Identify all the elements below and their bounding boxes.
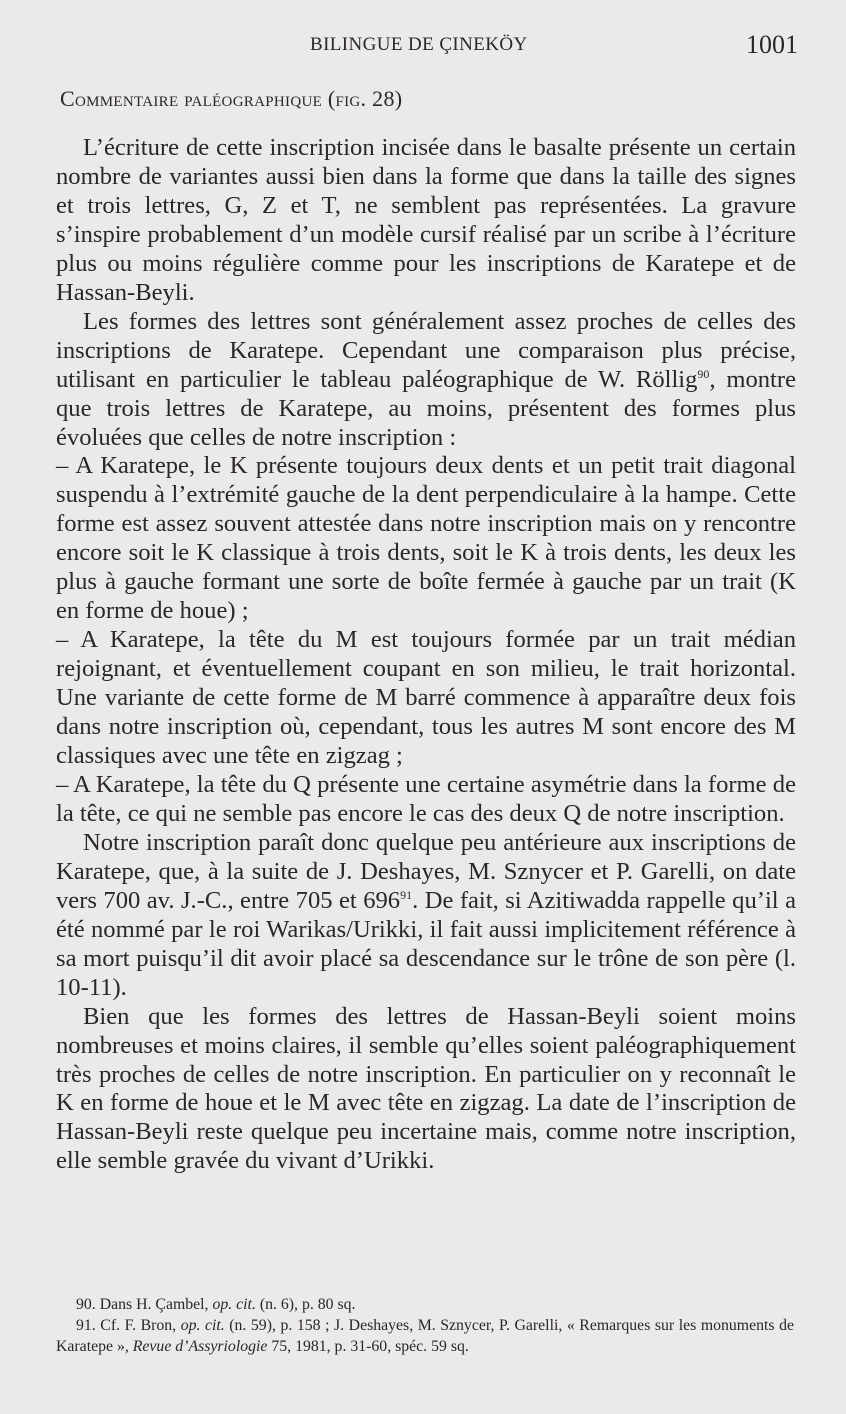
- paragraph-1: L’écriture de cette inscription incisée dans le basalte présente un certain nombre de variantes aussi bien dans la forme que dans la taille des signes et trois lettres, G, Z et T, ne semblent pas représentées. La gravure s’inspire probablement d’un modèle cursif réalisé par un scribe à l’écriture plus ou moins régulière comme pour les inscriptions de Karatepe et de Hassan-Beyli.: [56, 134, 796, 306]
- body-text: [56, 134, 796, 1176]
- footnote-90-op-cit: op. cit.: [212, 1296, 256, 1313]
- footnote-90-text-b: (n. 6), p. 80 sq.: [255, 1296, 356, 1313]
- footnote-91-text-b: (n. 59), p. 158 ; J. Deshayes, M. Sznycer, P. Garelli, « Remarques sur les monuments de Karatepe »,: [56, 1317, 794, 1355]
- footnote-91: [56, 1315, 794, 1357]
- dash-item-m: – A Karatepe, la tête du M est toujours formée par un trait médian rejoignant, et éventuellement coupant en son milieu, le trait horizontal. Une variante de cette forme de M barré commence à apparaître deux fois dans notre inscription où, cependant, tous les autres M sont encore des M classiques avec une tête en zigzag ;: [56, 626, 796, 770]
- paragraph-2: [56, 308, 796, 453]
- footnote-91-text-a: 91. Cf. F. Bron,: [76, 1317, 181, 1334]
- paragraph-3-text-a: Notre inscription paraît donc quelque peu antérieure aux inscriptions de Karatepe, que, à la suite de J. Deshayes, M. Sznycer et P. Garelli, on date vers 700 av. J.-C., entre 705 et 696: [56, 828, 796, 914]
- paragraph-3: [56, 829, 796, 1003]
- paragraph-2-text-b: , montre que trois lettres de Karatepe, au moins, présentent des formes plus évoluées que celles de notre inscription :: [56, 365, 796, 451]
- footnote-ref-91: 91: [400, 887, 413, 902]
- dash-item-k: – A Karatepe, le K présente toujours deux dents et un petit trait diagonal suspendu à l’extrémité gauche de la dent perpendiculaire à la hampe. Cette forme est assez souvent attestée dans notre inscription mais on y rencontre encore soit le K classique à trois dents, soit le K à trois dents, les deux les plus à gauche formant une sorte de boîte fermée à gauche par un trait (K en forme de houe) ;: [56, 452, 796, 625]
- paragraph-2-text-a: Les formes des lettres sont généralement assez proches de celles des inscriptions de Karatepe. Cependant une comparaison plus précise, utilisant en particulier le tableau paléographique de W. Röllig: [56, 307, 796, 393]
- footnote-91-journal-title: Revue d’Assyriologie: [132, 1338, 268, 1355]
- footnote-91-text-c: 75, 1981, p. 31-60, spéc. 59 sq.: [267, 1338, 469, 1355]
- footnote-90-text-a: 90. Dans H. Çambel,: [76, 1296, 213, 1313]
- dash-item-q: – A Karatepe, la tête du Q présente une certaine asymétrie dans la forme de la tête, ce qui ne semble pas encore le cas des deux Q de notre inscription.: [56, 770, 796, 827]
- page-number: 1001: [746, 30, 798, 59]
- footnotes: [56, 1294, 794, 1357]
- paragraph-3-text-b: . De fait, si Azitiwadda rappelle qu’il a été nommé par le roi Warikas/Urikki, il fait aussi implicitement référence à sa mort puisqu’il dit avoir placé sa descendance sur le trône de son père (l. 10-11).: [56, 886, 796, 1001]
- paragraph-4: Bien que les formes des lettres de Hassan-Beyli soient moins nombreuses et moins claires, il semble qu’elles soient paléographiquement très proches de celles de notre inscription. En particulier on y reconnaît le K en forme de houe et le M avec tête en zigzag. La date de l’inscription de Hassan-Beyli reste quelque peu incertaine mais, comme notre inscription, elle semble gravée du vivant d’Urikki.: [56, 1002, 796, 1175]
- footnote-91-op-cit: op. cit.: [180, 1317, 225, 1334]
- section-heading: Commentaire paléographique (fig. 28): [60, 86, 403, 111]
- footnote-ref-90: 90: [697, 366, 710, 381]
- footnote-90: [56, 1294, 794, 1315]
- running-title: BILINGUE DE ÇINEKÖY: [310, 34, 528, 55]
